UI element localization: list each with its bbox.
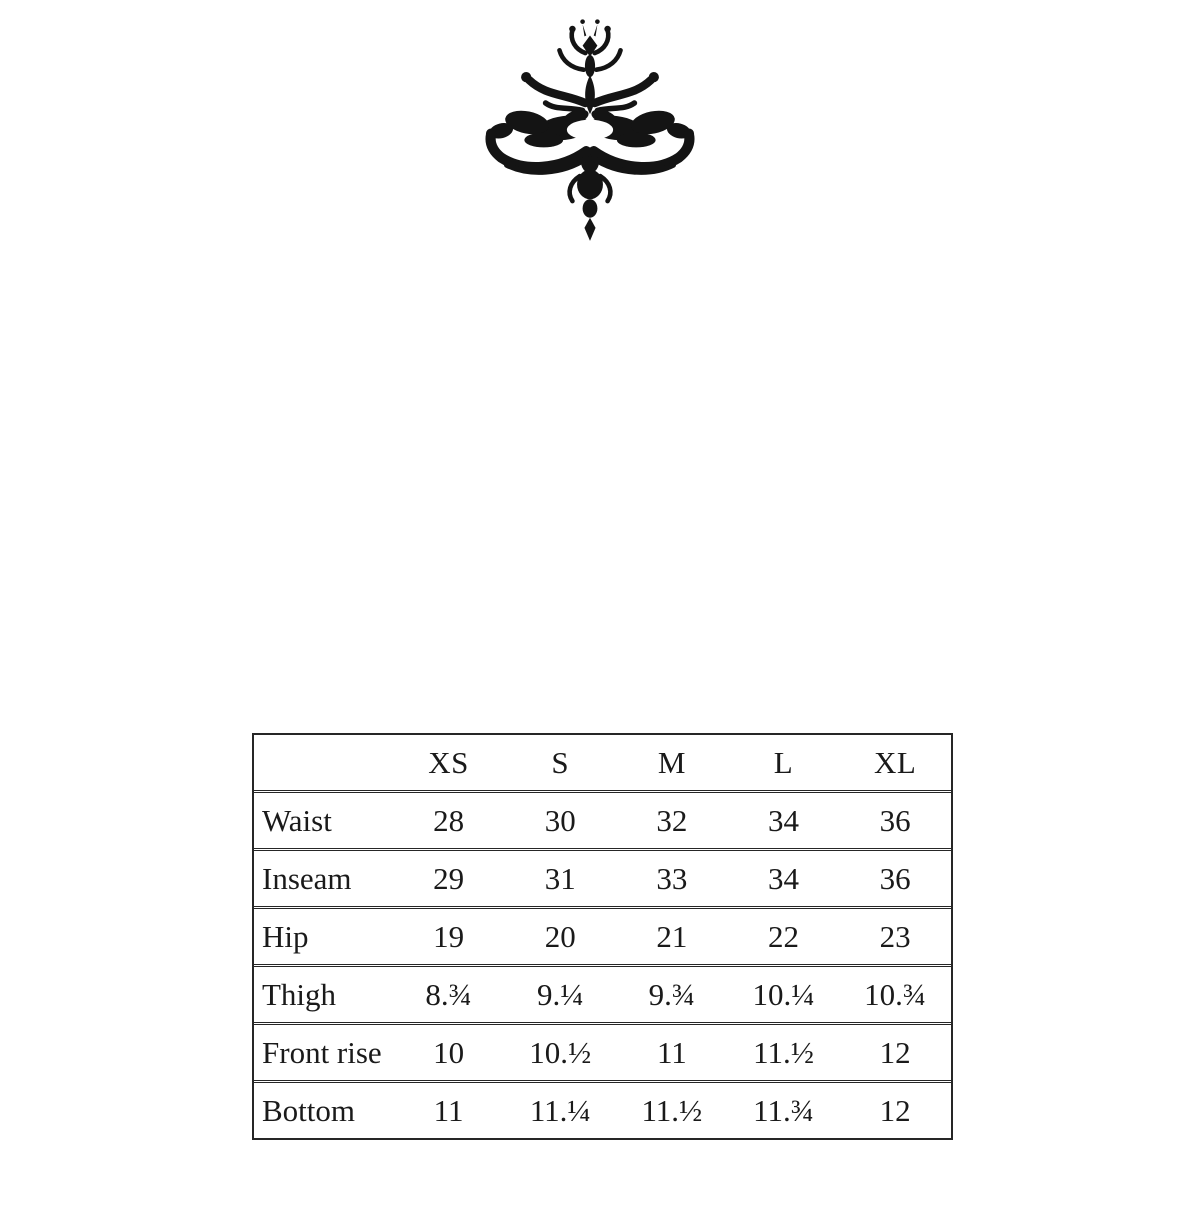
- size-value: 11.¾: [728, 1080, 840, 1138]
- size-value: 10: [393, 1022, 505, 1080]
- header-cell-l: L: [773, 744, 794, 780]
- size-value: 34: [728, 790, 840, 848]
- size-chart-table: [252, 733, 953, 1140]
- row-bottom: [254, 1080, 951, 1138]
- size-value: 11: [616, 1022, 728, 1080]
- size-value: 22: [728, 906, 840, 964]
- size-value: 32: [616, 790, 728, 848]
- row-label: Front rise: [254, 1022, 393, 1080]
- header-cell-m: M: [657, 744, 686, 780]
- row-thigh: [254, 964, 951, 1022]
- row-label: Inseam: [254, 848, 393, 906]
- row-label: Bottom: [254, 1080, 393, 1138]
- size-value: 9.¾: [616, 964, 728, 1022]
- size-value: 11.½: [616, 1080, 728, 1138]
- header-cell-empty: [254, 735, 393, 790]
- header-row: [254, 735, 951, 790]
- size-value: 29: [393, 848, 505, 906]
- size-value: 33: [616, 848, 728, 906]
- size-value: 11: [393, 1080, 505, 1138]
- size-value: 9.¼: [504, 964, 616, 1022]
- size-value: 10.½: [504, 1022, 616, 1080]
- ornament-logo-icon: [479, 8, 701, 248]
- size-value: 12: [839, 1080, 951, 1138]
- row-front-rise: [254, 1022, 951, 1080]
- row-waist: [254, 790, 951, 848]
- size-value: 8.¾: [393, 964, 505, 1022]
- size-value: 36: [839, 848, 951, 906]
- row-inseam: [254, 848, 951, 906]
- size-value: 30: [504, 790, 616, 848]
- size-value: 10.¾: [839, 964, 951, 1022]
- size-value: 21: [616, 906, 728, 964]
- size-value: 34: [728, 848, 840, 906]
- size-value: 10.¼: [728, 964, 840, 1022]
- size-value: 19: [393, 906, 505, 964]
- size-value: 12: [839, 1022, 951, 1080]
- row-label: Hip: [254, 906, 393, 964]
- size-value: 28: [393, 790, 505, 848]
- size-value: 11.½: [728, 1022, 840, 1080]
- header-cell-s: S: [551, 744, 570, 780]
- size-value: 31: [504, 848, 616, 906]
- size-value: 23: [839, 906, 951, 964]
- header-cell-xs: XS: [428, 744, 469, 780]
- size-value: 20: [504, 906, 616, 964]
- row-label: Waist: [254, 790, 393, 848]
- size-chart: [252, 733, 953, 1140]
- row-hip: [254, 906, 951, 964]
- size-value: 36: [839, 790, 951, 848]
- row-label: Thigh: [254, 964, 393, 1022]
- size-value: 11.¼: [504, 1080, 616, 1138]
- header-cell-xl: XL: [874, 744, 917, 780]
